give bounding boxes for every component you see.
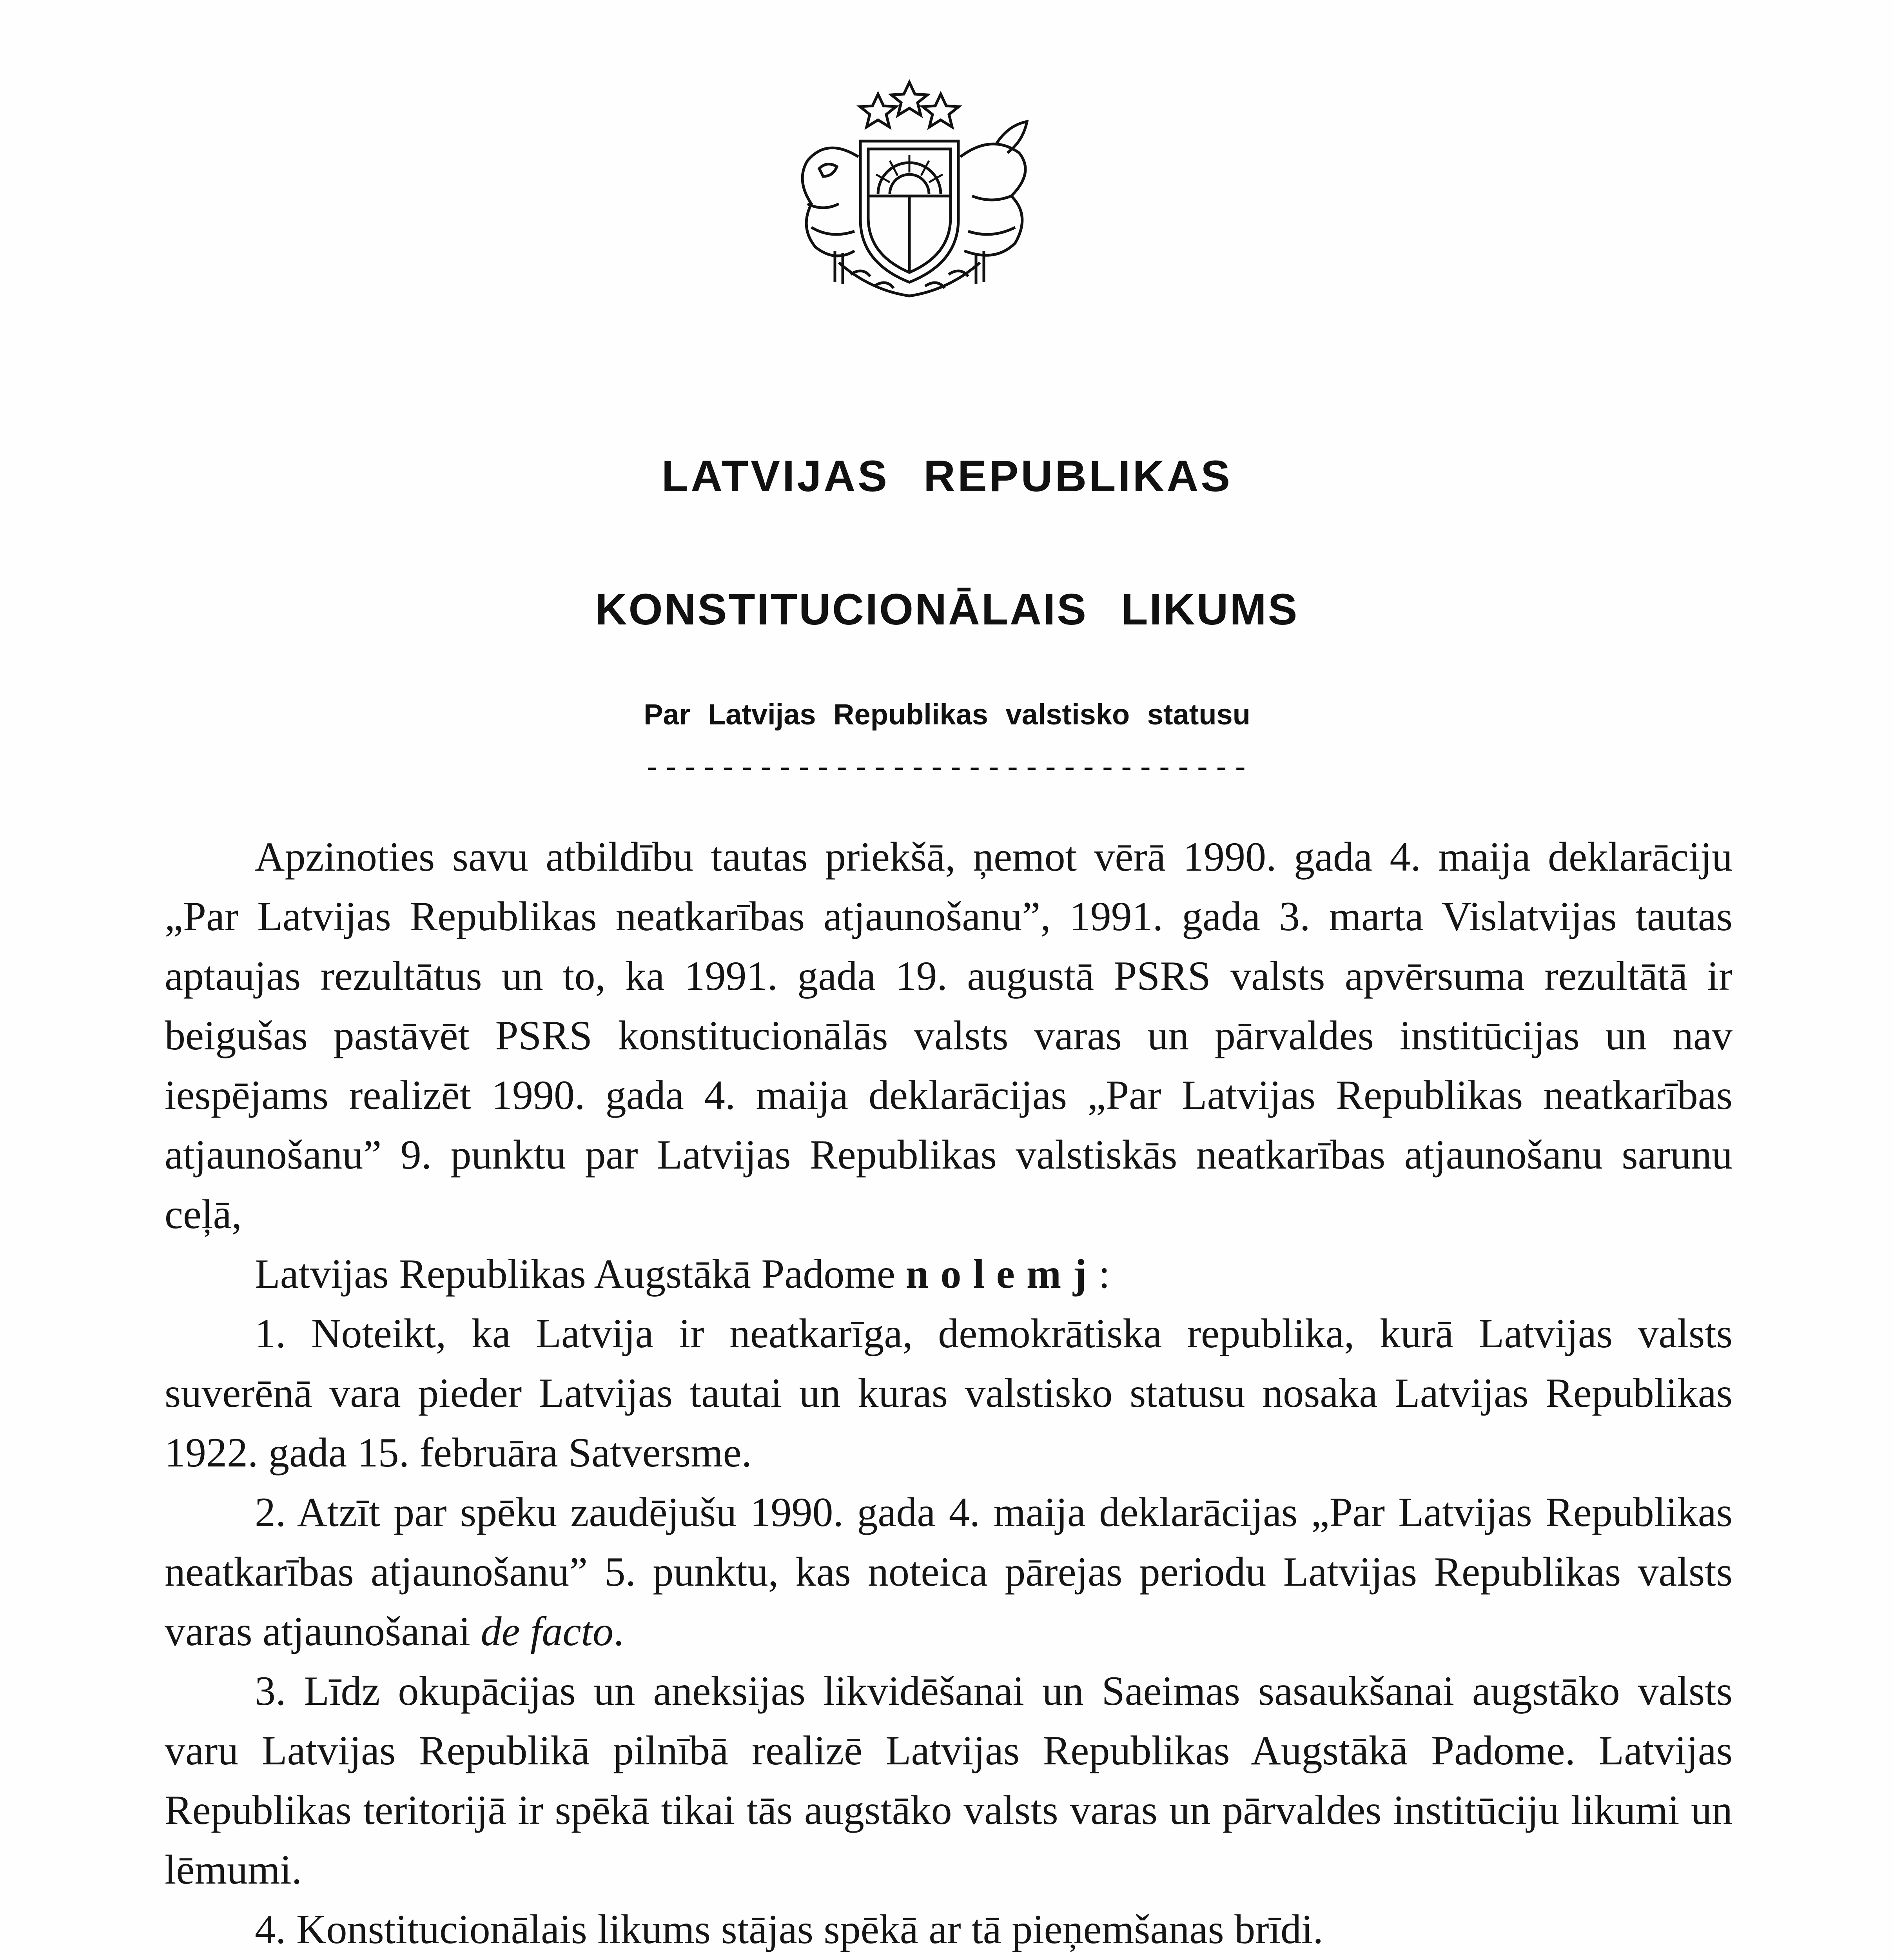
article-2-text: 2. Atzīt par spēku zaudējušu 1990. gada 4. maija deklarācijas „Par Latvijas Republikas neatkarības atjaunošanu” 5. punktu, kas noteica pārejas periodu Latvijas Republikas valsts varas atjaunošanai — [165, 1489, 1733, 1654]
handwritten-signatures — [815, 1952, 1325, 1960]
resolution-paragraph — [165, 1244, 1733, 1304]
coat-of-arms-emblem — [760, 78, 1058, 306]
resolution-lead: Latvijas Republikas Augstākā Padome — [255, 1251, 895, 1297]
resolution-colon: : — [1098, 1251, 1110, 1297]
article-2-italic: de facto — [481, 1608, 613, 1654]
article-4: 4. Konstitucionālais likums stājas spēkā ar tā pieņemšanas brīdi. — [255, 1906, 1323, 1952]
document-title-line-2: KONSTITUCIONĀLAIS LIKUMS — [595, 585, 1299, 634]
dashed-separator: -------------------------------- — [643, 753, 1251, 786]
preamble-paragraph: Apzinoties savu atbildību tautas priekšā, ņemot vērā 1990. gada 4. maija deklarāciju „Par Latvijas Republikas neatkarības atjaunošanu”, 1991. gada 3. marta Vislatvijas tautas aptaujas rezultātus un to, ka 1991. gada 19. augustā PSRS valsts apvērsuma rezultātā ir beigušas pastāvēt PSRS konstitucionālās valsts varas un pārvaldes institūcijas un nav iespējams realizēt 1990. gada 4. maija deklarācijas „Par Latvijas Republikas neatkarības atjaunošanu” 9. punktu par Latvijas Republikas valstiskās neatkarības atjaunošanu sarunu ceļā, — [165, 834, 1733, 1237]
article-2 — [165, 1483, 1733, 1661]
document-subtitle: Par Latvijas Republikas valstisko statusu — [644, 698, 1250, 731]
article-2-end: . — [613, 1608, 624, 1654]
law-body — [165, 827, 1733, 1959]
article-3: 3. Līdz okupācijas un aneksijas likvidēšanai un Saeimas sasaukšanai augstāko valsts varu Latvijas Republikā pilnībā realizē Latvijas Republikas Augstākā Padome. Latvijas Republikas teritorijā ir spēkā tikai tās augstāko valsts varas un pārvaldes institūciju likumi un lēmumi. — [165, 1668, 1733, 1893]
document-title-line-1: LATVIJAS REPUBLIKAS — [661, 452, 1233, 501]
article-1: 1. Noteikt, ka Latvija ir neatkarīga, demokrātiska republika, kurā Latvijas valsts suverēnā vara pieder Latvijas tautai un kuras valstisko statusu nosaka Latvijas Republikas 1922. gada 15. februāra Satversme. — [165, 1310, 1733, 1475]
resolution-word: nolemj — [905, 1251, 1099, 1297]
